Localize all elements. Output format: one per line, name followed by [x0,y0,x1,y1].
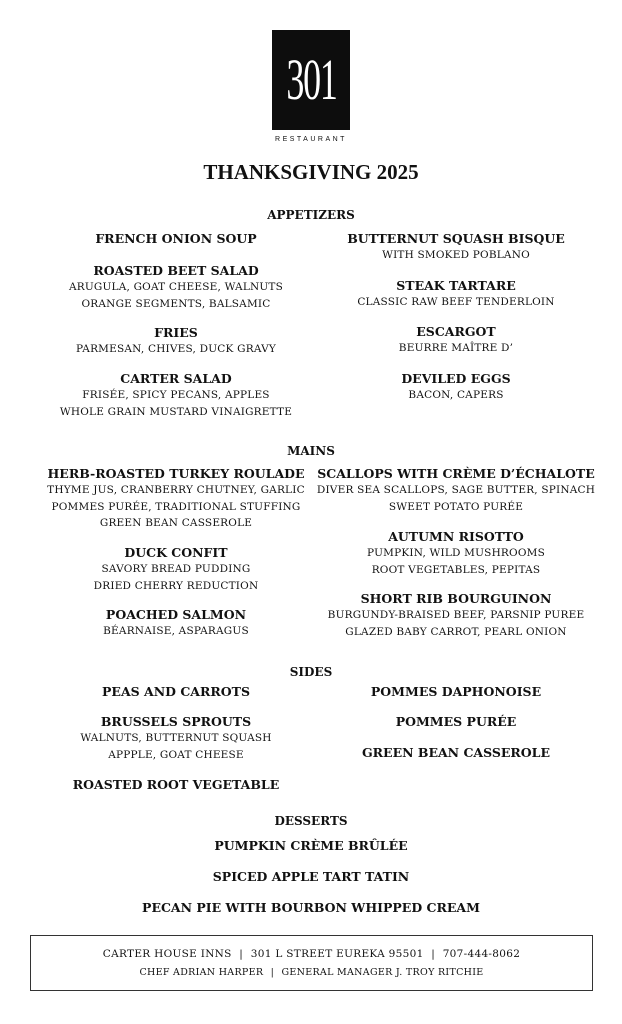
menu-item [310,744,602,761]
menu-item [30,324,322,358]
item-name: AUTUMN RISOTTO [388,529,524,544]
logo [272,30,350,130]
item-name: DEVILED EGGS [401,371,511,386]
menu-item [30,465,322,532]
item-description: DIVER SEA SCALLOPS, SAGE BUTTER, SPINACH [316,484,596,496]
item-description: FRISÉE, SPICY PECANS, APPLES [82,389,270,401]
item-name: PEAS AND CARROTS [102,684,250,699]
item-name: DUCK CONFIT [124,545,228,560]
separator: | [270,967,275,978]
menu-item [30,713,322,763]
menu-item [0,837,622,854]
item-name: CARTER SALAD [120,371,232,386]
item-description: DRIED CHERRY REDUCTION [93,579,259,592]
menu-item [310,465,602,515]
item-name: POMMES PURÉE [395,714,517,729]
item-description: SAVORY BREAD PUDDING [101,563,251,575]
item-name: SCALLOPS WITH CRÈME D’ÉCHALOTE [317,466,595,481]
item-description: BÉARNAISE, ASPARAGUS [103,625,249,637]
item-description: PARMESAN, CHIVES, DUCK GRAVY [75,343,276,355]
company-name: CARTER HOUSE INNS [102,948,232,960]
menu-item [310,277,602,311]
item-description: POMMES PURÉE, TRADITIONAL STUFFING [51,500,301,513]
menu-item [30,370,322,420]
item-name: POACHED SALMON [105,607,247,622]
item-name: BRUSSELS SPROUTS [100,714,252,729]
footer-staff-line [31,967,592,978]
item-description: WHOLE GRAIN MUSTARD VINAIGRETTE [59,405,293,418]
appetizers-heading: APPETIZERS [267,208,355,222]
item-name: HERB-ROASTED TURKEY ROULADE [47,466,305,481]
item-name: SPICED APPLE TART TATIN [212,869,410,884]
item-name: GREEN BEAN CASSEROLE [361,745,550,760]
sides-heading: SIDES [289,665,333,679]
menu-item [310,370,602,404]
menu-item [30,683,322,700]
menu-item [30,776,322,793]
item-description: ARUGULA, GOAT CHEESE, WALNUTS [68,281,284,293]
item-description: BURGUNDY-BRAISED BEEF, PARSNIP PUREE [327,609,585,621]
gm-label: GENERAL MANAGER [281,967,393,978]
menu-item [310,528,602,578]
item-name: ROASTED BEET SALAD [93,263,259,278]
separator: | [239,948,244,960]
item-description: THYME JUS, CRANBERRY CHUTNEY, GARLIC [47,484,305,496]
page-title: THANKSGIVING 2025 [203,160,419,184]
logo-subtitle: RESTAURANT [275,136,347,143]
address: 301 L STREET EUREKA 95501 [250,948,424,960]
menu-item [310,230,602,264]
item-name: FRIES [154,325,198,340]
item-name: FRENCH ONION SOUP [95,231,257,246]
item-name: POMMES DAPHONOISE [370,684,542,699]
item-description: GLAZED BABY CARROT, PEARL ONION [345,625,567,638]
item-description: APPPLE, GOAT CHEESE [108,748,244,761]
menu-item [310,323,602,357]
item-description: PUMPKIN, WILD MUSHROOMS [366,547,545,559]
item-description: WITH SMOKED POBLANO [382,249,530,261]
item-name: ROASTED ROOT VEGETABLE [72,777,280,792]
menu-item [310,590,602,640]
item-description: BACON, CAPERS [408,389,504,401]
separator: | [431,948,436,960]
desserts-heading: DESSERTS [274,814,348,828]
item-name: PECAN PIE WITH BOURBON WHIPPED CREAM [142,900,480,915]
menu-item [310,683,602,700]
footer-box [30,935,593,991]
gm-name: J. TROY RITCHIE [395,967,484,978]
menu-item [30,606,322,640]
menu-item [0,868,622,885]
mains-heading: MAINS [287,444,335,458]
chef-name: ADRIAN HARPER [173,967,264,978]
item-description: ORANGE SEGMENTS, BALSAMIC [81,297,271,310]
item-description: CLASSIC RAW BEEF TENDERLOIN [357,296,555,308]
menu-item [0,899,622,916]
item-description: ROOT VEGETABLES, PEPITAS [371,563,541,576]
menu-item [30,262,322,312]
menu-item [30,544,322,594]
chef-label: CHEF [139,967,170,978]
item-name: STEAK TARTARE [396,278,516,293]
item-description: GREEN BEAN CASSEROLE [99,517,253,529]
item-name: ESCARGOT [416,324,496,339]
logo-number: 301 [285,47,337,112]
phone: 707-444-8062 [442,948,521,960]
item-description: BEURRE MAÎTRE D’ [398,342,514,354]
item-description: WALNUTS, BUTTERNUT SQUASH [80,732,272,744]
menu-item [310,713,602,730]
item-name: PUMPKIN CRÈME BRÛLÉE [214,838,408,853]
menu-item [30,230,322,247]
item-name: BUTTERNUT SQUASH BISQUE [347,231,565,246]
item-name: SHORT RIB BOURGUINON [360,591,552,606]
footer-contact-line [31,948,592,960]
item-description: SWEET POTATO PURÉE [388,500,524,513]
